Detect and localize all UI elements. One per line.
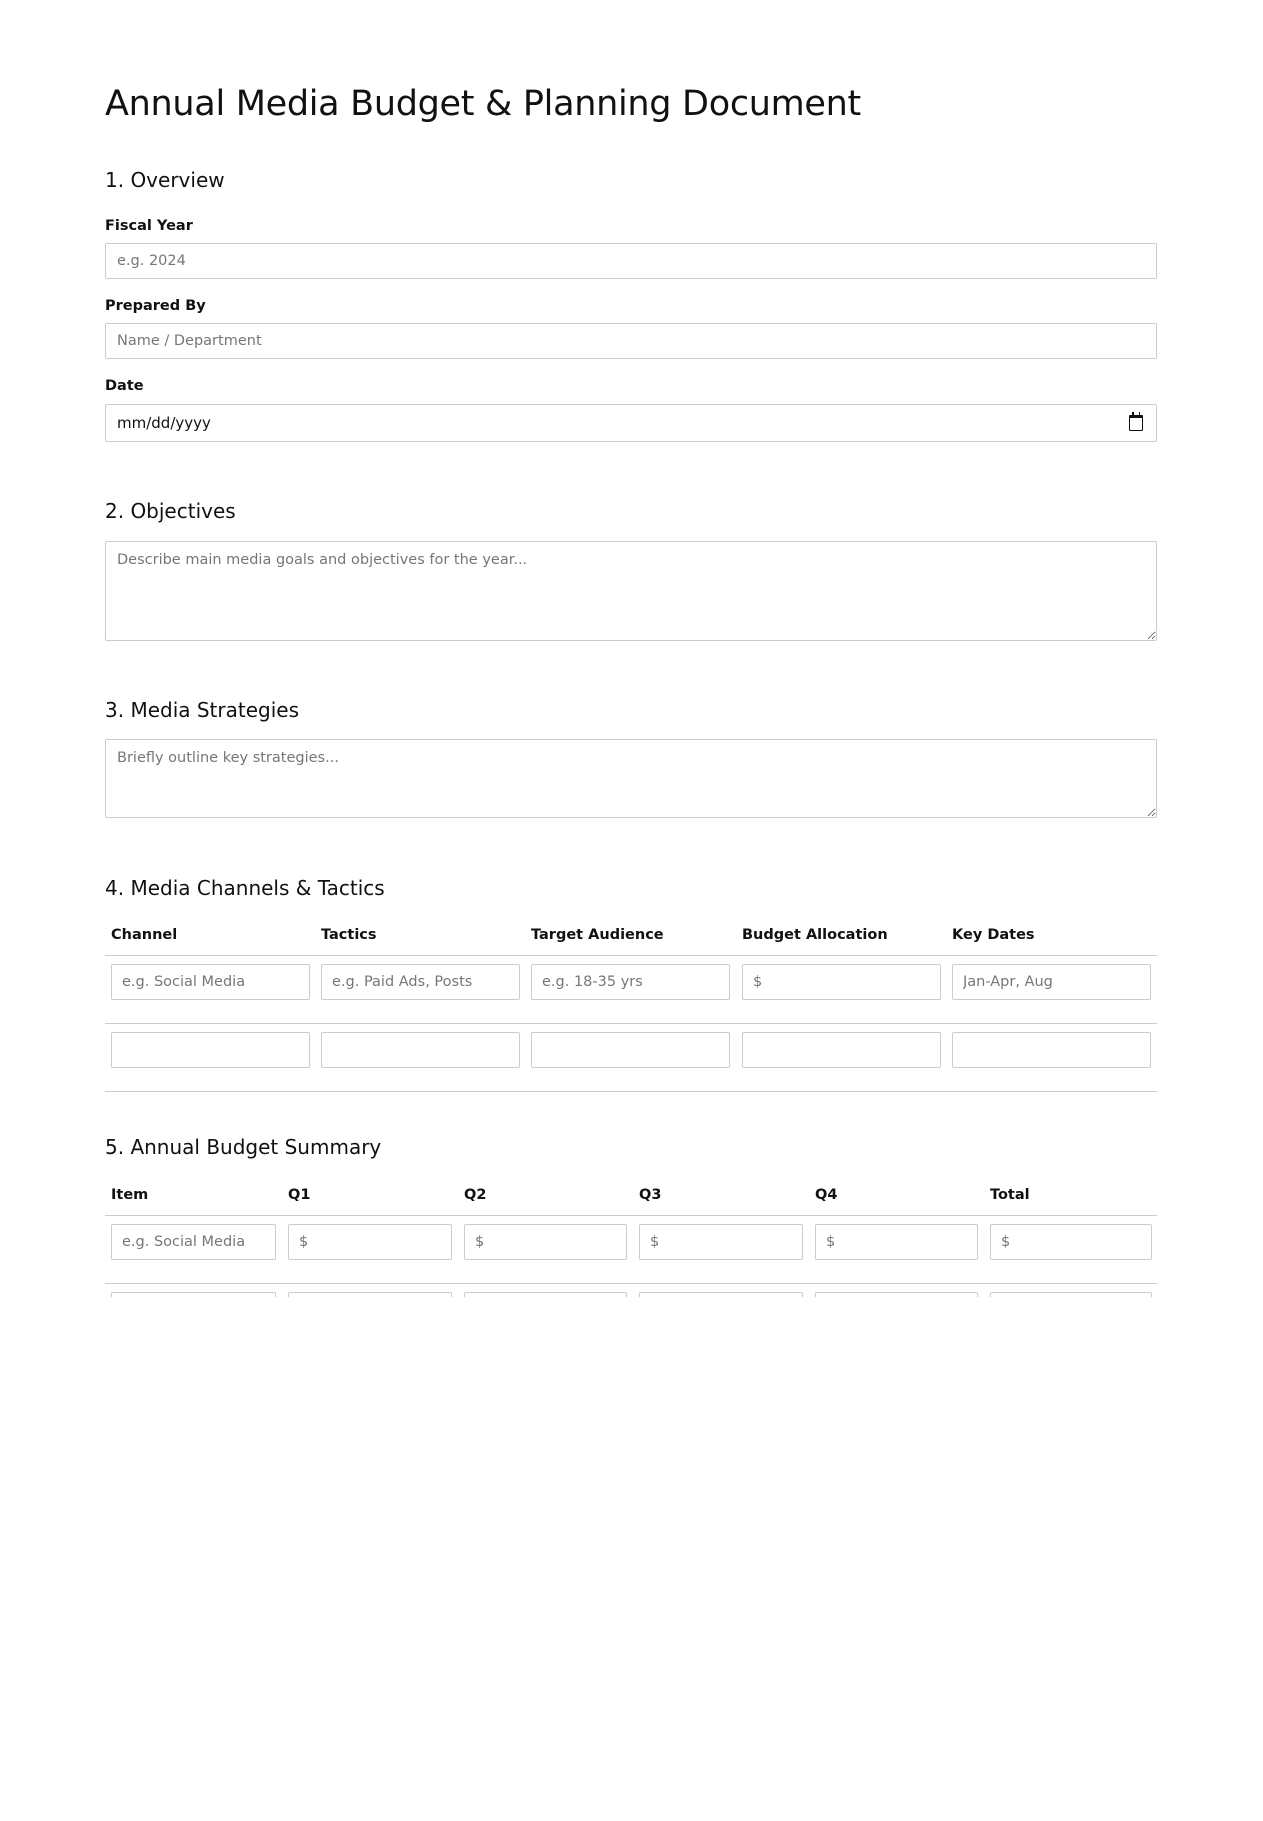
budget-row1-item-input[interactable] [111, 1224, 276, 1260]
budget-header-divider [105, 1215, 1157, 1216]
budget-row1-total-input[interactable] [990, 1224, 1152, 1260]
section-heading-overview: 1. Overview [105, 168, 225, 192]
date-input-value: mm/dd/yyyy [117, 414, 211, 432]
document-page [105, 0, 1157, 1297]
channels-row-divider [105, 1023, 1157, 1024]
channels-row1-tactics-input[interactable] [321, 964, 520, 1000]
section-heading-objectives: 2. Objectives [105, 499, 236, 523]
budget-header-q4: Q4 [815, 1187, 838, 1203]
budget-row2-total-input[interactable] [990, 1292, 1152, 1297]
budget-row2-q2-input[interactable] [464, 1292, 627, 1297]
budget-header-q2: Q2 [464, 1187, 487, 1203]
channels-row1-key-dates-input[interactable] [952, 964, 1151, 1000]
channels-row1-budget-input[interactable] [742, 964, 941, 1000]
channels-header-target-audience: Target Audience [531, 927, 664, 943]
channels-row2-tactics-input[interactable] [321, 1032, 520, 1068]
channels-row2-key-dates-input[interactable] [952, 1032, 1151, 1068]
channels-header-key-dates: Key Dates [952, 927, 1035, 943]
section-heading-channels: 4. Media Channels & Tactics [105, 876, 385, 900]
channels-row1-channel-input[interactable] [111, 964, 310, 1000]
prepared-by-input[interactable] [105, 323, 1157, 359]
page-title: Annual Media Budget & Planning Document [105, 84, 861, 124]
budget-row1-q4-input[interactable] [815, 1224, 978, 1260]
strategies-textarea[interactable] [105, 739, 1157, 818]
budget-row1-q3-input[interactable] [639, 1224, 803, 1260]
budget-row-divider [105, 1283, 1157, 1284]
calendar-icon[interactable] [1129, 415, 1143, 431]
channels-header-budget-allocation: Budget Allocation [742, 927, 888, 943]
budget-row2-item-input[interactable] [111, 1292, 276, 1297]
budget-row1-q1-input[interactable] [288, 1224, 452, 1260]
channels-header-tactics: Tactics [321, 927, 377, 943]
channels-header-divider [105, 955, 1157, 956]
budget-header-q1: Q1 [288, 1187, 311, 1203]
channels-row2-channel-input[interactable] [111, 1032, 310, 1068]
objectives-textarea[interactable] [105, 541, 1157, 641]
section-heading-budget: 5. Annual Budget Summary [105, 1135, 382, 1159]
fiscal-year-label: Fiscal Year [105, 218, 193, 234]
date-label: Date [105, 378, 144, 394]
budget-header-item: Item [111, 1187, 149, 1203]
budget-header-q3: Q3 [639, 1187, 662, 1203]
prepared-by-label: Prepared By [105, 298, 206, 314]
budget-row1-q2-input[interactable] [464, 1224, 627, 1260]
channels-row1-target-audience-input[interactable] [531, 964, 730, 1000]
budget-row2-q4-input[interactable] [815, 1292, 978, 1297]
channels-row2-budget-input[interactable] [742, 1032, 941, 1068]
section-heading-strategies: 3. Media Strategies [105, 698, 300, 722]
channels-header-channel: Channel [111, 927, 178, 943]
budget-header-total: Total [990, 1187, 1030, 1203]
budget-row2-q1-input[interactable] [288, 1292, 452, 1297]
budget-row2-q3-input[interactable] [639, 1292, 803, 1297]
channels-row2-target-audience-input[interactable] [531, 1032, 730, 1068]
date-input[interactable] [105, 404, 1157, 442]
channels-table-bottom-divider [105, 1091, 1157, 1092]
fiscal-year-input[interactable] [105, 243, 1157, 279]
